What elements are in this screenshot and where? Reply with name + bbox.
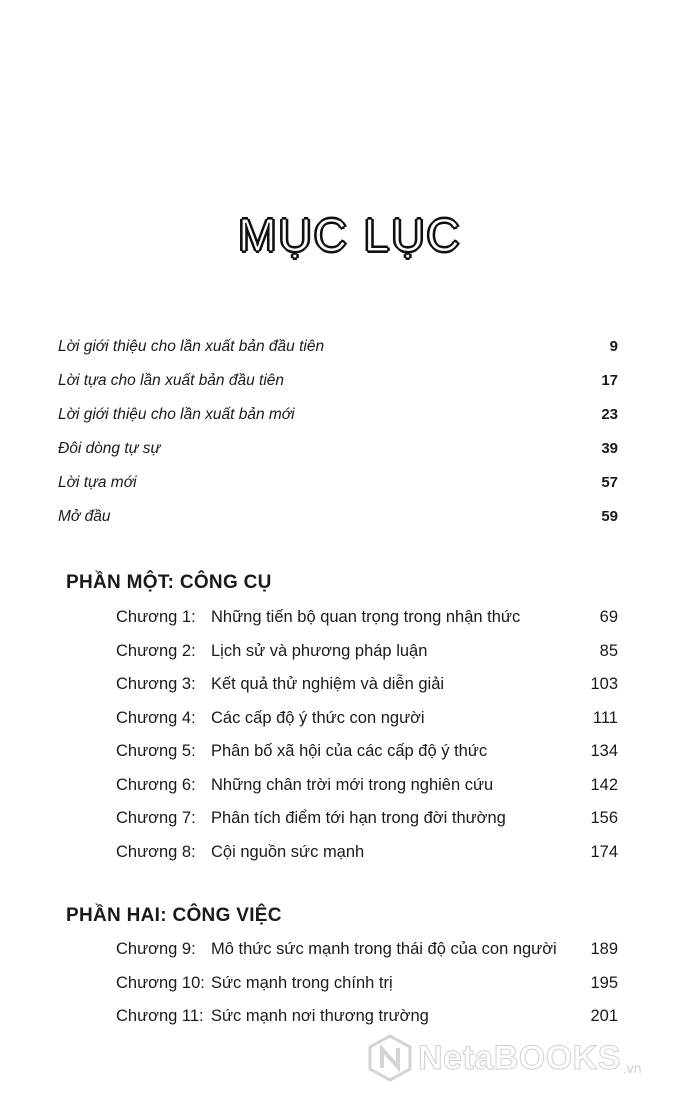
page-number: 23 (601, 406, 618, 423)
chapter-row (116, 940, 618, 974)
front-matter-list (58, 338, 618, 542)
page-number: 134 (590, 742, 618, 760)
part-two-chapter-list (116, 940, 618, 1041)
list-item (58, 440, 618, 474)
chapter-title: Mô thức sức mạnh trong thái độ của con người (211, 940, 557, 958)
page-number: 174 (590, 842, 618, 861)
chapter-label: Chương 3: (116, 675, 196, 693)
page-number: 39 (601, 440, 618, 457)
page-number: 69 (599, 608, 618, 626)
chapter-label: Chương 4: (116, 708, 196, 727)
page-number: 103 (590, 675, 618, 693)
chapter-row (116, 675, 618, 709)
watermark-suffix: .vn (622, 1060, 642, 1076)
page-number: 9 (609, 338, 618, 355)
chapter-row (116, 642, 618, 676)
chapter-label: Chương 7: (116, 809, 196, 827)
entry-title: Đôi dòng tự sự (58, 440, 161, 457)
chapter-row (116, 742, 618, 776)
part-two-heading: PHẦN HAI: CÔNG VIỆC (66, 905, 282, 926)
list-item (58, 474, 618, 508)
chapter-title: Sức mạnh trong chính trị (211, 973, 393, 992)
chapter-row (116, 843, 618, 877)
page-number: 201 (590, 1007, 618, 1025)
chapter-title: Sức mạnh nơi thương trường (211, 1007, 429, 1025)
chapter-label: Chương 9: (116, 940, 196, 958)
chapter-row (116, 608, 618, 642)
list-item (58, 406, 618, 440)
chapter-label: Chương 11: (116, 1007, 204, 1025)
entry-title: Lời tựa mới (58, 474, 137, 491)
watermark-brand: NetaBOOKS (418, 1038, 621, 1077)
chapter-row (116, 809, 618, 843)
neta-logo-icon (368, 1034, 412, 1082)
chapter-row (116, 974, 618, 1008)
entry-title: Lời giới thiệu cho lần xuất bản đầu tiên (58, 338, 325, 355)
watermark (368, 1028, 698, 1088)
page-number: 17 (601, 372, 618, 389)
page-number: 111 (592, 708, 618, 727)
part-one-heading: PHẦN MỘT: CÔNG CỤ (66, 572, 272, 593)
chapter-title: Những tiến bộ quan trọng trong nhận thức (211, 608, 521, 626)
chapter-label: Chương 6: (116, 775, 196, 794)
chapter-title: Kết quả thử nghiệm và diễn giải (211, 675, 445, 693)
chapter-title: Các cấp độ ý thức con người (211, 708, 425, 727)
page-number: 59 (601, 508, 618, 525)
page-number: 57 (601, 474, 618, 491)
chapter-row (116, 709, 618, 743)
chapter-row (116, 776, 618, 810)
chapter-title: Phân bố xã hội của các cấp độ ý thức (211, 742, 488, 760)
page-number: 85 (599, 641, 618, 660)
page-number: 195 (590, 973, 618, 992)
page-number: 156 (590, 809, 618, 827)
part-one-chapter-list (116, 608, 618, 876)
chapter-label: Chương 8: (116, 842, 196, 861)
entry-title: Lời tựa cho lần xuất bản đầu tiên (58, 372, 285, 389)
page-number: 189 (590, 940, 618, 958)
entry-title: Lời giới thiệu cho lần xuất bản mới (58, 406, 295, 423)
chapter-title: Cội nguồn sức mạnh (211, 842, 365, 861)
chapter-title: Những chân trời mới trong nghiên cứu (211, 775, 494, 794)
chapter-label: Chương 1: (116, 608, 196, 626)
chapter-label: Chương 5: (116, 742, 196, 760)
list-item (58, 508, 618, 542)
page-number: 142 (590, 775, 618, 794)
chapter-label: Chương 2: (116, 641, 196, 660)
list-item (58, 372, 618, 406)
list-item (58, 338, 618, 372)
entry-title: Mở đầu (58, 508, 111, 525)
page-title: MỤC LỤC (238, 209, 462, 261)
chapter-label: Chương 10: (116, 973, 205, 992)
chapter-title: Phân tích điểm tới hạn trong đời thường (211, 809, 506, 827)
chapter-title: Lịch sử và phương pháp luận (211, 641, 428, 660)
